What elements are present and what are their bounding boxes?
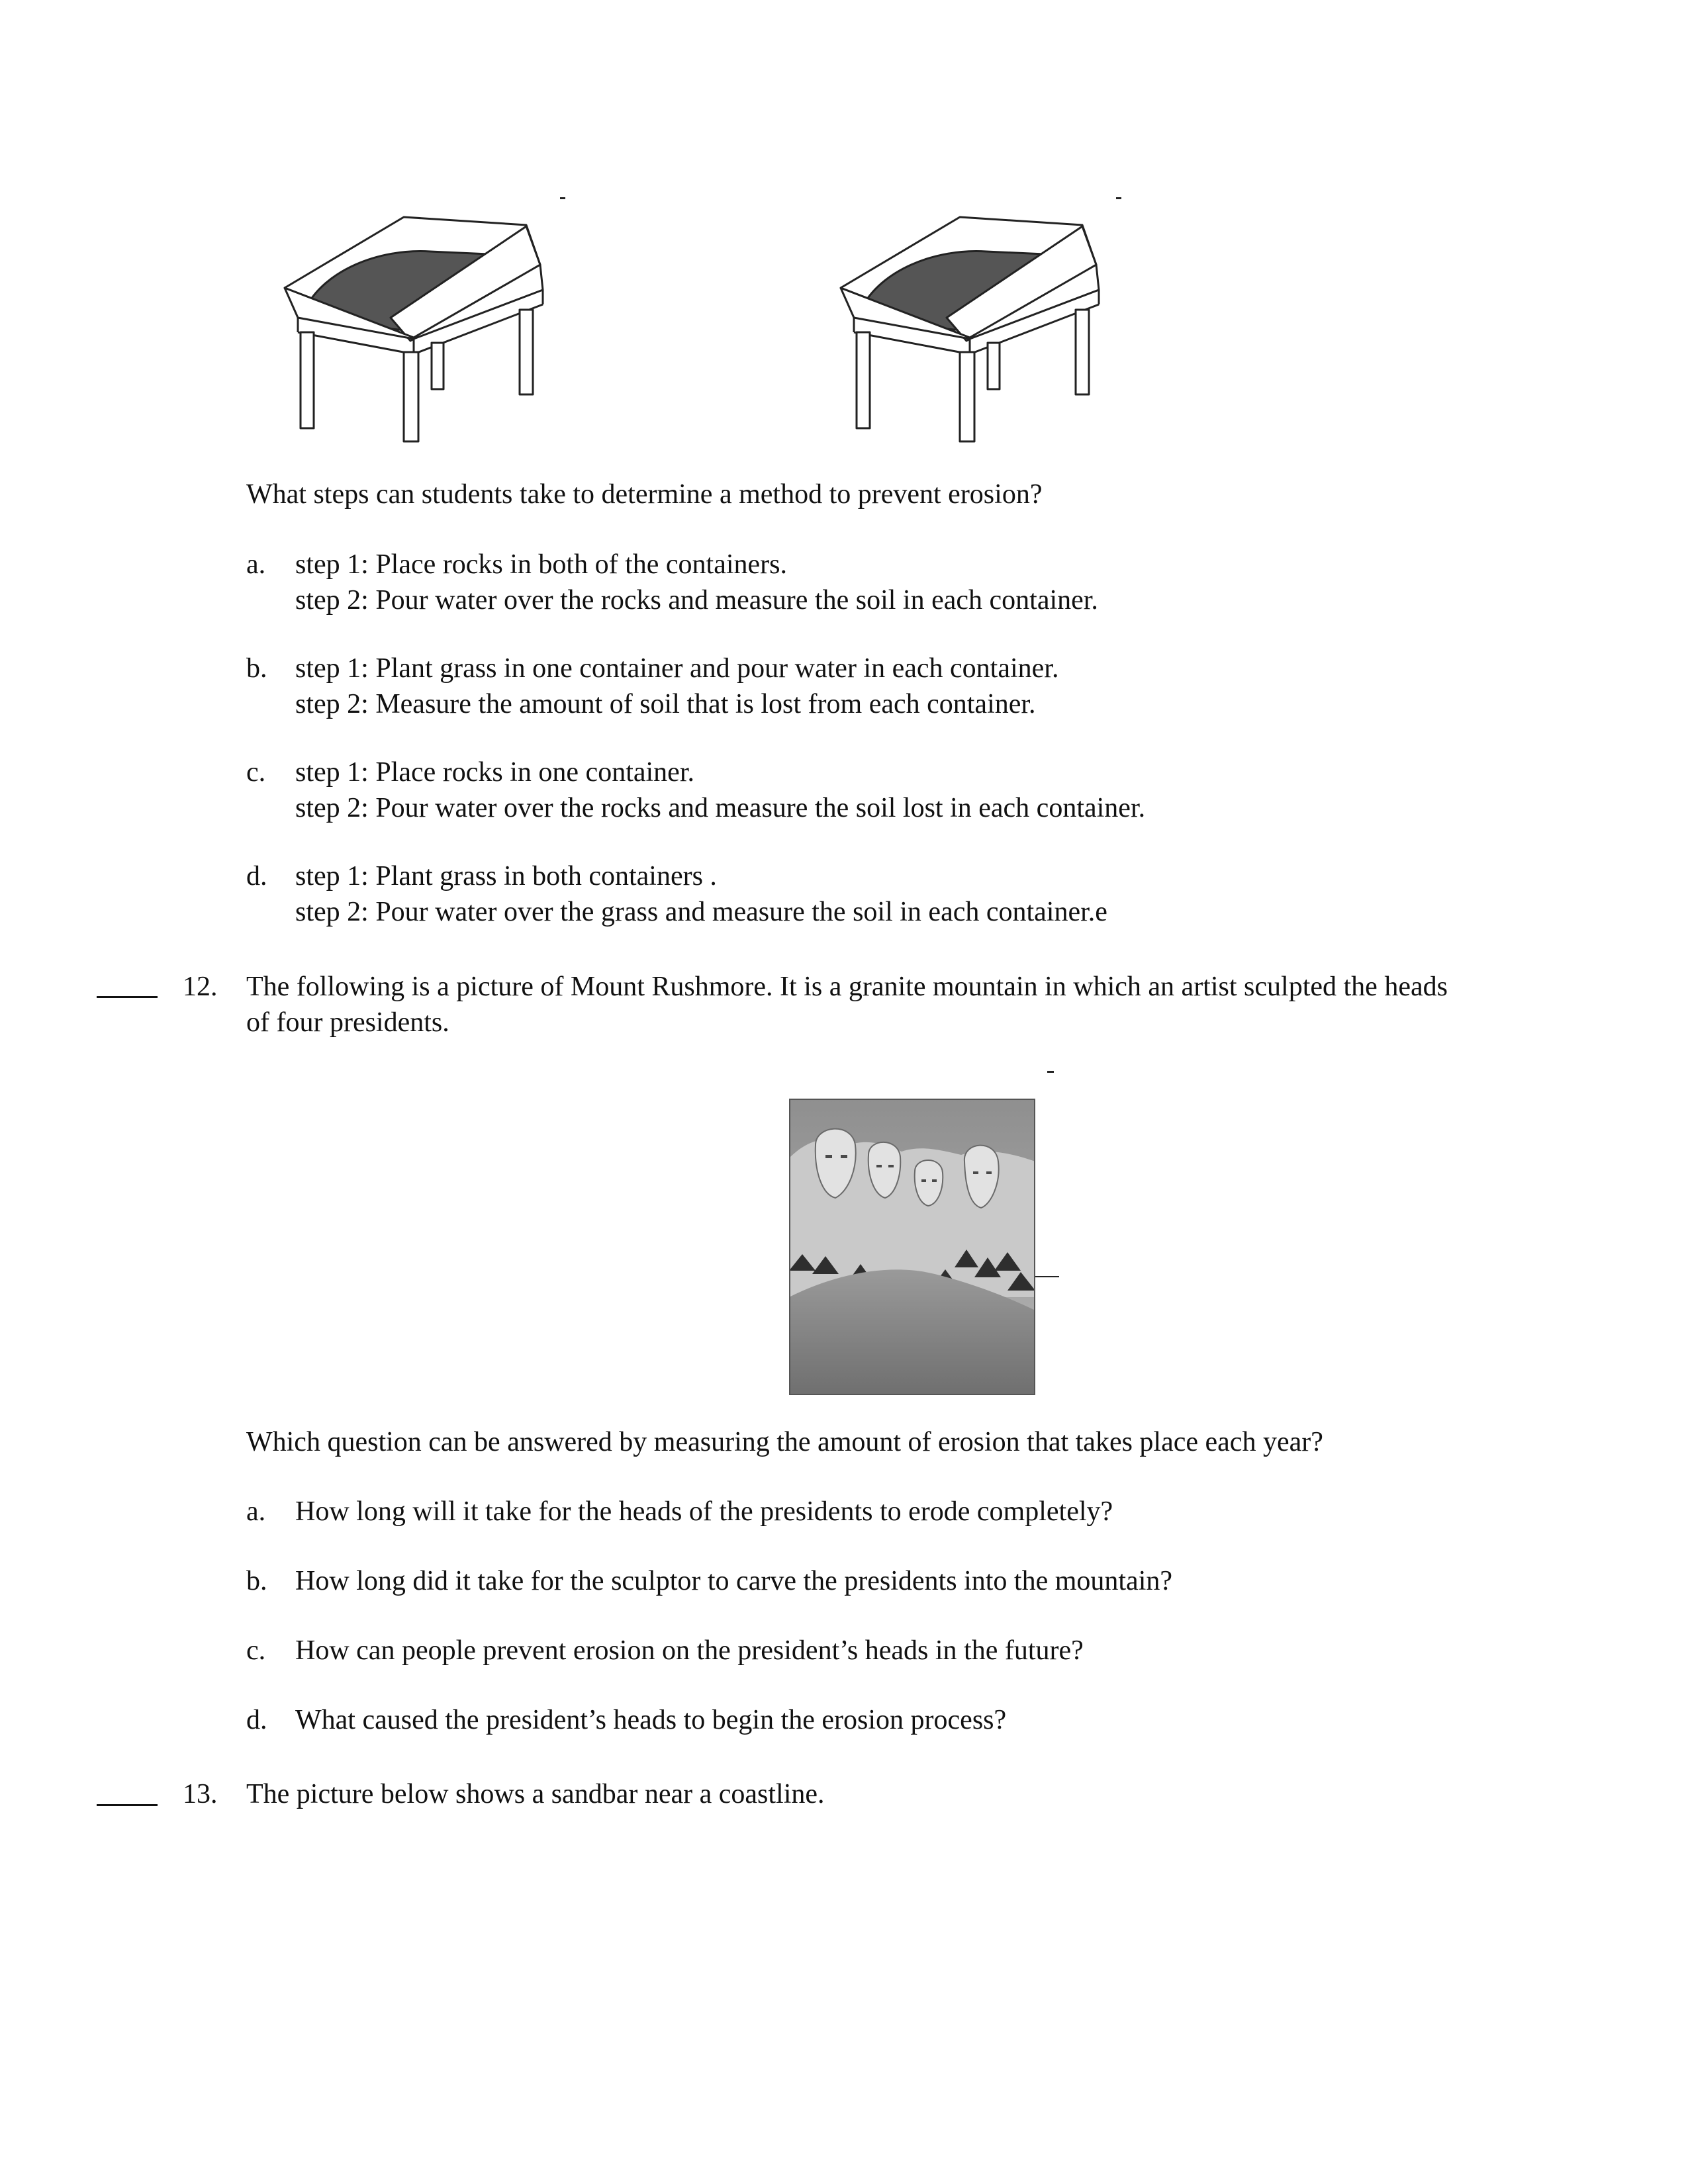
q11-option-a-letter: a. — [246, 549, 266, 580]
erosion-container-left — [278, 185, 569, 450]
q12-option-b-letter: b. — [246, 1566, 267, 1596]
figure-mark — [1116, 197, 1121, 199]
q11-option-c-line1[interactable]: step 1: Place rocks in one container. — [295, 757, 694, 788]
q12-option-c-text[interactable]: How can people prevent erosion on the president’s heads in the future? — [295, 1635, 1084, 1666]
q12-prompt: Which question can be answered by measuring the amount of erosion that takes place each year? — [246, 1427, 1323, 1457]
q12-option-d-letter: d. — [246, 1705, 267, 1735]
figure-mark — [1035, 1276, 1059, 1277]
q11-option-d-letter: d. — [246, 861, 267, 891]
q12-option-a-letter: a. — [246, 1496, 266, 1527]
q13-stem: The picture below shows a sandbar near a coastline. — [246, 1779, 825, 1809]
q12-option-d-text[interactable]: What caused the president’s heads to begin the erosion process? — [295, 1705, 1007, 1735]
q11-option-b-line1[interactable]: step 1: Plant grass in one container and pour water in each container. — [295, 653, 1059, 684]
mount-rushmore-photo — [789, 1099, 1035, 1395]
q12-stem-line1: The following is a picture of Mount Rushmore. It is a granite mountain in which an artist sculpted the heads — [246, 972, 1448, 1002]
q12-stem-line2: of four presidents. — [246, 1007, 449, 1038]
q12-number: 12. — [183, 972, 218, 1002]
q11-option-b-letter: b. — [246, 653, 267, 684]
q12-option-a-text[interactable]: How long will it take for the heads of the presidents to erode completely? — [295, 1496, 1113, 1527]
figure-mark — [560, 197, 565, 199]
q11-prompt: What steps can students take to determine a method to prevent erosion? — [246, 479, 1043, 510]
q11-option-b-line2: step 2: Measure the amount of soil that is lost from each container. — [295, 689, 1036, 719]
q11-option-d-line2: step 2: Pour water over the grass and measure the soil in each container.e — [295, 897, 1107, 927]
erosion-container-right — [834, 185, 1125, 450]
q11-option-a-line2: step 2: Pour water over the rocks and measure the soil in each container. — [295, 585, 1098, 615]
q11-option-c-line2: step 2: Pour water over the rocks and measure the soil lost in each container. — [295, 793, 1146, 823]
q13-number: 13. — [183, 1779, 218, 1809]
figure-mark — [1047, 1071, 1054, 1073]
q12-answer-blank[interactable] — [97, 996, 158, 998]
q11-option-c-letter: c. — [246, 757, 266, 788]
q11-option-d-line1[interactable]: step 1: Plant grass in both containers . — [295, 861, 717, 891]
q12-option-c-letter: c. — [246, 1635, 266, 1666]
q12-option-b-text[interactable]: How long did it take for the sculptor to carve the presidents into the mountain? — [295, 1566, 1173, 1596]
q13-answer-blank[interactable] — [97, 1804, 158, 1806]
q11-option-a-line1[interactable]: step 1: Place rocks in both of the containers. — [295, 549, 787, 580]
